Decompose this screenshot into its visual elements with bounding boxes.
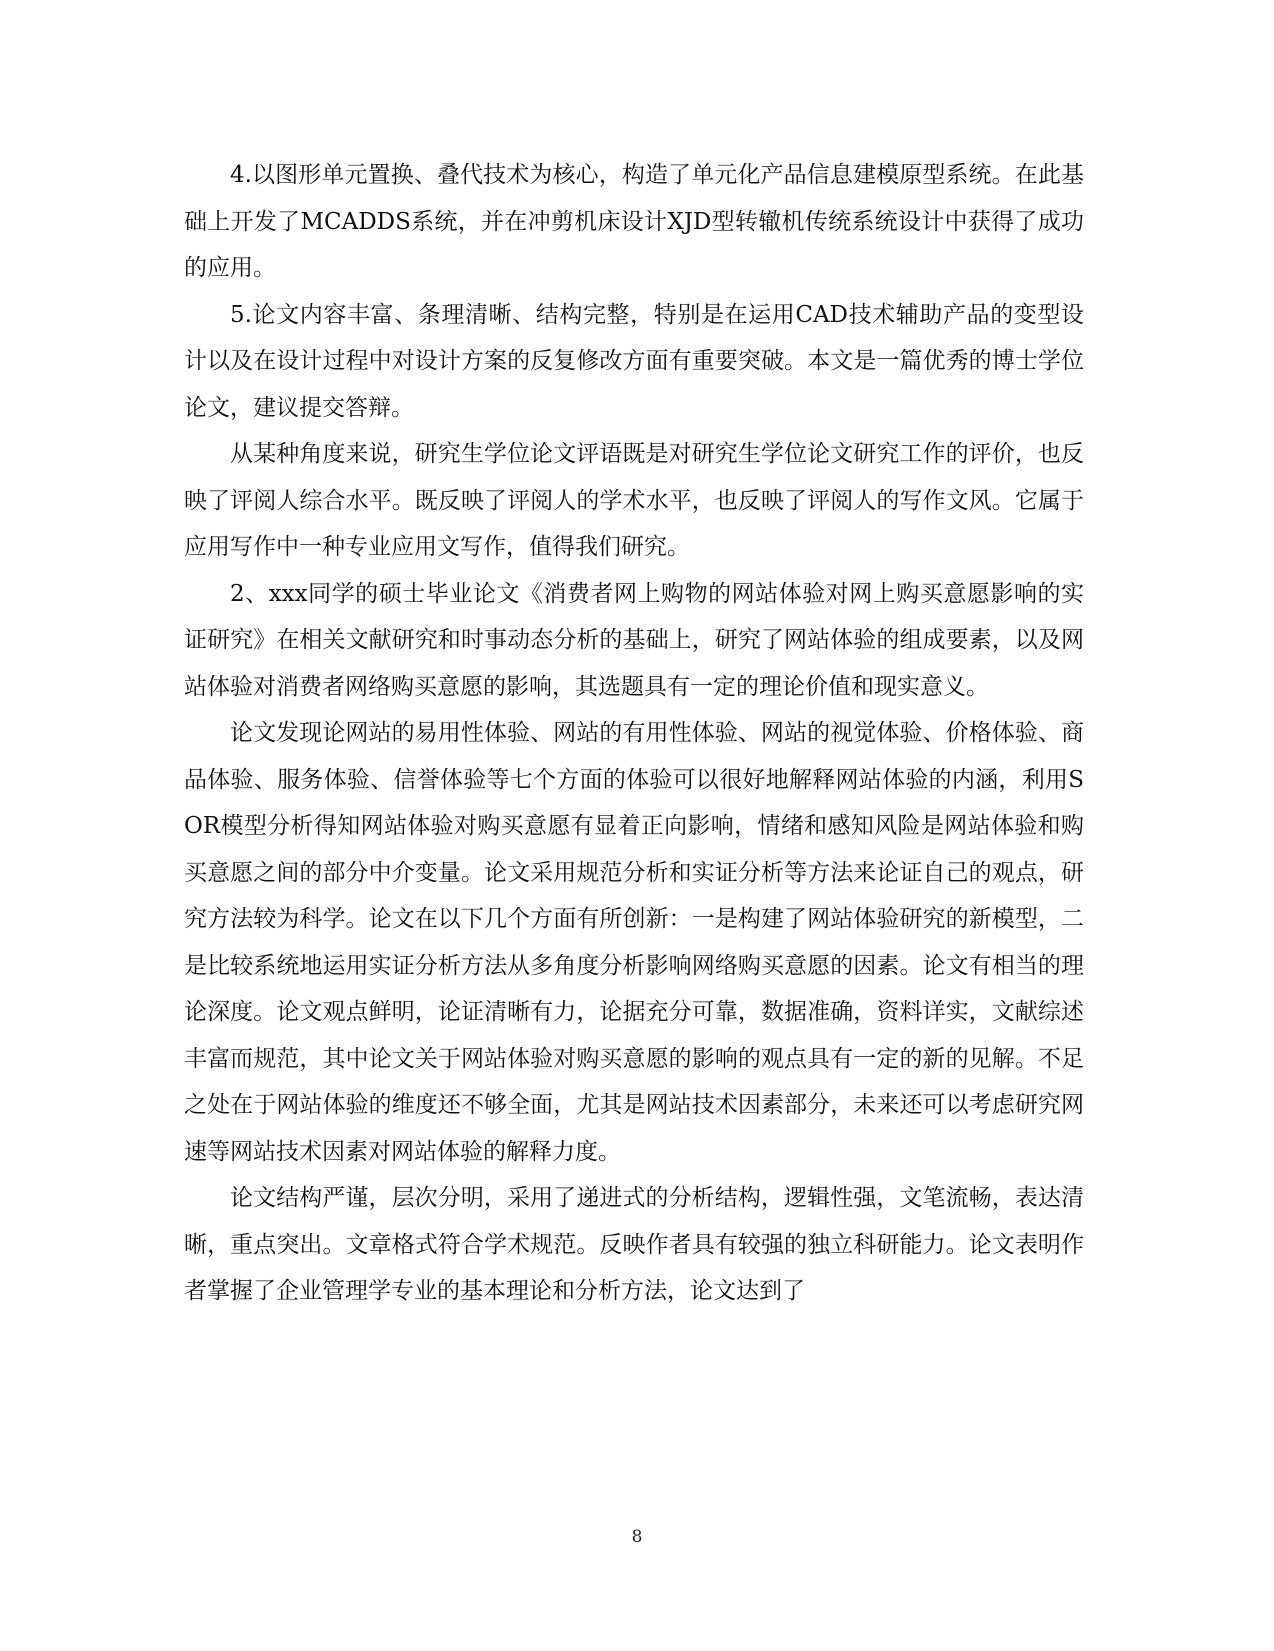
paragraph-5: 论文发现论网站的易用性体验、网站的有用性体验、网站的视觉体验、价格体验、商品体验、服务体验、信誉体验等七个方面的体验可以很好地解释网站体验的内涵，利用SOR模型分析得知网站体验对购买意愿有显着正向影响，情绪和感知风险是网站体验和购买意愿之间的部分中介变量。论文采用规范分析和实证分析等方法来论证自己的观点，研究方法较为科学。论文在以下几个方面有所创新：一是构建了网站体验研究的新模型，二是比较系统地运用实证分析方法从多角度分析影响网络购买意愿的因素。论文有相当的理论深度。论文观点鲜明，论证清晰有力，论据充分可靠，数据准确，资料详实，文献综述丰富而规范，其中论文关于网站体验对购买意愿的影响的观点具有一定的新的见解。不足之处在于网站体验的维度还不够全面，尤其是网站技术因素部分，未来还可以考虑研究网速等网站技术因素对网站体验的解释力度。 <box>184 720 1084 1165</box>
paragraph-3: 从某种角度来说，研究生学位论文评语既是对研究生学位论文研究工作的评价，也反映了评阅人综合水平。既反映了评阅人的学术水平，也反映了评阅人的写作文风。它属于应用写作中一种专业应用文写作，值得我们研究。 <box>184 441 1084 560</box>
paragraph-4: 2、xxx同学的硕士毕业论文《消费者网上购物的网站体验对网上购买意愿影响的实证研究》在相关文献研究和时事动态分析的基础上，研究了网站体验的组成要素，以及网站体验对消费者网络购买意愿的影响，其选题具有一定的理论价值和现实意义。 <box>184 580 1084 700</box>
paragraph-6: 论文结构严谨，层次分明，采用了递进式的分析结构，逻辑性强，文笔流畅，表达清晰，重点突出。文章格式符合学术规范。反映作者具有较强的独立科研能力。论文表明作者掌握了企业管理学专业的基本理论和分析方法，论文达到了 <box>184 1185 1084 1304</box>
paragraph-2: 5.论文内容丰富、条理清晰、结构完整，特别是在运用CAD技术辅助产品的变型设计以及在设计过程中对设计方案的反复修改方面有重要突破。本文是一篇优秀的博士学位论文，建议提交答辩。 <box>184 301 1084 421</box>
paragraph-1: 4.以图形单元置换、叠代技术为核心，构造了单元化产品信息建模原型系统。在此基础上开发了MCADDS系统，并在冲剪机床设计XJD型转辙机传统系统设计中获得了成功的应用。 <box>184 162 1084 281</box>
page-number: 8 <box>631 1527 643 1547</box>
document-body <box>184 152 1084 1315</box>
